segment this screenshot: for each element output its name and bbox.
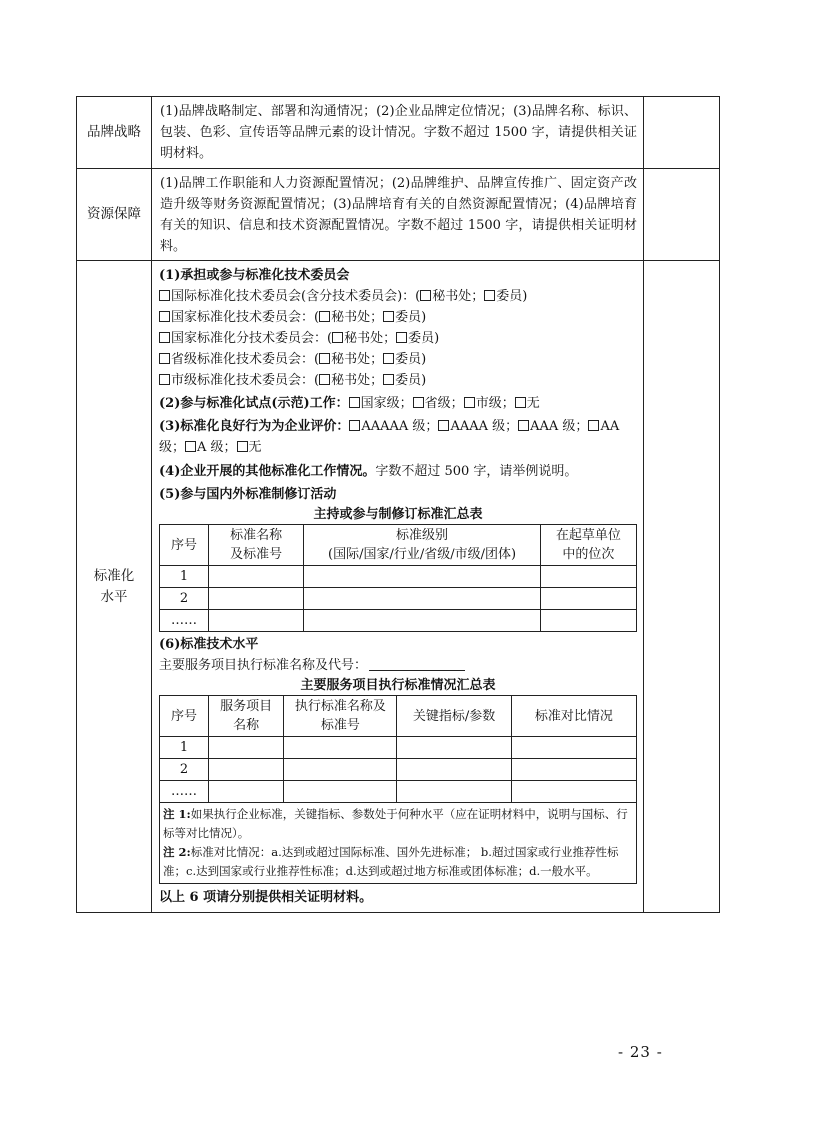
row-index: …… xyxy=(160,781,209,803)
table1-caption: 主持或参与制修订标准汇总表 xyxy=(313,507,483,522)
committee-name: 国家标准化技术委员会：( xyxy=(171,310,320,325)
checkbox-icon[interactable] xyxy=(413,397,424,408)
table-cell[interactable] xyxy=(209,610,304,632)
table-cell[interactable] xyxy=(540,566,636,588)
standardization-content xyxy=(152,261,644,913)
evaluation-form-table xyxy=(76,96,720,913)
standardization-label-line2: 水平 xyxy=(100,588,128,605)
table-cell[interactable] xyxy=(304,588,540,610)
option-label: 秘书处； xyxy=(344,331,397,346)
header-cell xyxy=(209,525,304,566)
table-row xyxy=(160,759,637,781)
committee-name: 国际标准化技术委员会(含分技术委员会)：( xyxy=(171,289,421,304)
resource-support-row xyxy=(77,169,720,261)
table-cell[interactable] xyxy=(397,781,511,803)
footer-note: 以上 6 项请分别提供相关证明材料。 xyxy=(159,890,373,905)
table-cell[interactable] xyxy=(511,781,636,803)
option-label: 无 xyxy=(248,440,262,455)
option-label: 省级； xyxy=(424,396,464,411)
table-cell[interactable] xyxy=(304,566,540,588)
row-index: 1 xyxy=(160,737,209,759)
checkbox-icon[interactable] xyxy=(383,374,394,385)
committee-item xyxy=(159,349,637,370)
section4-title: (4)企业开展的其他标准化工作情况。 xyxy=(159,464,376,479)
committee-item xyxy=(159,370,637,391)
option-label: 委员) xyxy=(395,310,427,325)
notes-cell xyxy=(160,803,637,884)
checkbox-icon[interactable] xyxy=(159,290,170,301)
table-cell[interactable] xyxy=(284,781,397,803)
option-label: AAA 级； xyxy=(530,419,589,434)
option-label: A 级； xyxy=(197,440,237,455)
table-cell[interactable] xyxy=(209,737,284,759)
table-row xyxy=(160,781,637,803)
table-cell[interactable] xyxy=(209,588,304,610)
checkbox-icon[interactable] xyxy=(319,353,330,364)
header-cell: 序号 xyxy=(160,696,209,737)
table-header-row xyxy=(160,696,637,737)
option-label: 委员) xyxy=(496,289,528,304)
note-2-label: 注 2: xyxy=(163,845,191,859)
resource-support-score-cell[interactable] xyxy=(644,169,720,261)
checkbox-icon[interactable] xyxy=(518,420,529,431)
header-line: 名称 xyxy=(233,718,260,733)
row-index: 1 xyxy=(160,566,209,588)
checkbox-icon[interactable] xyxy=(484,290,495,301)
resource-support-text: (1)品牌工作职能和人力资源配置情况；(2)品牌维护、品牌宣传推广、固定资产改造升级等财务资源配置情况；(3)品牌培育有关的自然资源配置情况；(4)品牌培育有关的知识、信息和技术资源配置情况。字数不超过 1500 字，请提供相关证明材料。 xyxy=(152,169,644,261)
option-label: 秘书处； xyxy=(432,289,485,304)
table-cell[interactable] xyxy=(511,737,636,759)
committee-item xyxy=(159,307,637,328)
table-cell[interactable] xyxy=(209,781,284,803)
service-standards-table xyxy=(159,695,637,884)
header-line: 在起草单位 xyxy=(555,528,621,543)
header-line: 标准号 xyxy=(320,718,360,733)
option-label: 委员) xyxy=(395,352,427,367)
table-header-row xyxy=(160,525,637,566)
section2 xyxy=(159,393,637,414)
checkbox-icon[interactable] xyxy=(159,374,170,385)
note-1-label: 注 1: xyxy=(163,807,191,821)
checkbox-icon[interactable] xyxy=(159,311,170,322)
section2-title: (2)参与标准化试点(示范)工作： xyxy=(159,396,349,411)
standardization-label xyxy=(77,261,152,913)
table-cell[interactable] xyxy=(209,759,284,781)
option-label: AAAA 级； xyxy=(450,419,519,434)
section3 xyxy=(159,416,637,458)
checkbox-icon[interactable] xyxy=(383,311,394,322)
note-2-text: 标准对比情况：a.达到或超过国际标准、国外先进标准； b.超过国家或行业推荐性标准；c.达到国家或行业推荐性标准；d.达到或超过地方标准或团体标准；d.一般水平。 xyxy=(163,845,619,878)
option-label: 国家级； xyxy=(360,396,413,411)
brand-strategy-label: 品牌战略 xyxy=(77,97,152,169)
section1-title: (1)承担或参与标准化技术委员会 xyxy=(159,268,350,283)
table-cell[interactable] xyxy=(209,566,304,588)
header-cell: 标准对比情况 xyxy=(511,696,636,737)
brand-strategy-row xyxy=(77,97,720,169)
committee-item xyxy=(159,328,637,349)
header-line: 执行标准名称及 xyxy=(294,699,386,714)
note-1-text: 如果执行企业标准，关键指标、参数处于何种水平（应在证明材料中，说明与国标、行标等对比情况）。 xyxy=(163,807,628,840)
table-cell[interactable] xyxy=(284,737,397,759)
standardization-label-line1: 标准化 xyxy=(93,567,135,584)
option-label: AAAAA 级； xyxy=(361,419,439,434)
committee-name: 市级标准化技术委员会：( xyxy=(171,373,320,388)
checkbox-icon[interactable] xyxy=(159,332,170,343)
header-cell: 序号 xyxy=(160,525,209,566)
committee-name: 国家标准化分技术委员会：( xyxy=(171,331,333,346)
checkbox-icon[interactable] xyxy=(464,397,475,408)
checkbox-icon[interactable] xyxy=(349,397,360,408)
section6-line-label: 主要服务项目执行标准名称及代号： xyxy=(159,658,368,673)
standardization-score-cell[interactable] xyxy=(644,261,720,913)
table-cell[interactable] xyxy=(540,610,636,632)
note-1 xyxy=(163,805,633,843)
committee-name: 省级标准化技术委员会：( xyxy=(171,352,320,367)
notes-row xyxy=(160,803,637,884)
section4 xyxy=(159,461,637,482)
standard-name-input[interactable] xyxy=(369,656,465,671)
checkbox-icon[interactable] xyxy=(349,420,360,431)
header-cell xyxy=(304,525,540,566)
committee-item xyxy=(159,286,637,307)
table-cell[interactable] xyxy=(397,759,511,781)
header-line: 中的位次 xyxy=(562,547,615,562)
checkbox-icon[interactable] xyxy=(237,441,248,452)
checkbox-icon[interactable] xyxy=(332,332,343,343)
brand-strategy-text: (1)品牌战略制定、部署和沟通情况；(2)企业品牌定位情况；(3)品牌名称、标识、包装、色彩、宣传语等品牌元素的设计情况。字数不超过 1500 字，请提供相关证明材料。 xyxy=(152,97,644,169)
header-cell xyxy=(540,525,636,566)
table2-caption: 主要服务项目执行标准情况汇总表 xyxy=(300,678,496,693)
standards-table xyxy=(159,524,637,632)
option-label: 委员) xyxy=(395,373,427,388)
table-cell[interactable] xyxy=(511,759,636,781)
checkbox-icon[interactable] xyxy=(319,374,330,385)
table-row xyxy=(160,610,637,632)
option-label: 秘书处； xyxy=(331,310,384,325)
checkbox-icon[interactable] xyxy=(420,290,431,301)
option-label: AA 级； xyxy=(159,419,620,455)
option-label: 无 xyxy=(526,396,540,411)
table-row xyxy=(160,566,637,588)
table-cell[interactable] xyxy=(540,588,636,610)
row-index: 2 xyxy=(160,588,209,610)
table-row xyxy=(160,588,637,610)
row-index: 2 xyxy=(160,759,209,781)
section6-title: (6)标准技术水平 xyxy=(159,637,259,652)
checkbox-icon[interactable] xyxy=(396,332,407,343)
header-line: 标准级别 xyxy=(396,528,449,543)
header-line: 标准名称 xyxy=(230,528,283,543)
resource-support-label: 资源保障 xyxy=(77,169,152,261)
option-label: 秘书处； xyxy=(331,373,384,388)
option-label: 秘书处； xyxy=(331,352,384,367)
header-line: 及标准号 xyxy=(230,547,283,562)
table-cell[interactable] xyxy=(284,759,397,781)
section4-text: 字数不超过 500 字，请举例说明。 xyxy=(375,464,578,479)
table-row xyxy=(160,737,637,759)
checkbox-icon[interactable] xyxy=(319,311,330,322)
header-cell: 关键指标/参数 xyxy=(397,696,511,737)
standardization-row xyxy=(77,261,720,913)
header-line: 服务项目 xyxy=(220,699,273,714)
section3-title: (3)标准化良好行为为企业评价： xyxy=(159,419,350,434)
section5-title: (5)参与国内外标准制修订活动 xyxy=(159,487,337,502)
option-label: 委员) xyxy=(408,331,440,346)
checkbox-icon[interactable] xyxy=(588,420,599,431)
checkbox-icon[interactable] xyxy=(438,420,449,431)
brand-strategy-score-cell[interactable] xyxy=(644,97,720,169)
option-label: 市级； xyxy=(475,396,515,411)
checkbox-icon[interactable] xyxy=(185,441,196,452)
header-cell xyxy=(209,696,284,737)
header-line: (国际/国家/行业/省级/市级/团体) xyxy=(328,547,517,562)
checkbox-icon[interactable] xyxy=(515,397,526,408)
table-cell[interactable] xyxy=(304,610,540,632)
row-index: …… xyxy=(160,610,209,632)
page-number: - 23 - xyxy=(618,1043,663,1061)
checkbox-icon[interactable] xyxy=(159,353,170,364)
section6-line xyxy=(159,655,637,676)
table-cell[interactable] xyxy=(397,737,511,759)
checkbox-icon[interactable] xyxy=(383,353,394,364)
header-cell xyxy=(284,696,397,737)
note-2 xyxy=(163,843,633,881)
